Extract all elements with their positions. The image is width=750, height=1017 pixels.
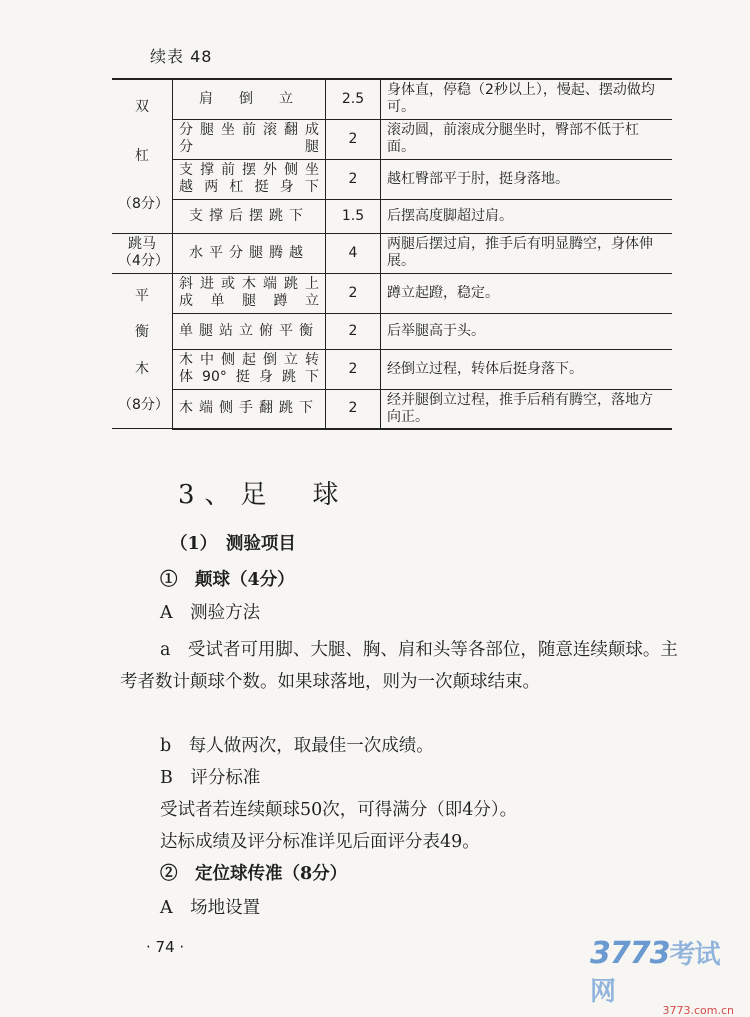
group-label: [112, 233, 173, 273]
item-requirement: 后举腿高于头。: [381, 313, 673, 349]
item-name-line: 斜进或木端跳上: [179, 276, 319, 292]
group-label-line: 双: [135, 99, 149, 116]
item-name-line: 单腿站立俯平衡: [179, 322, 319, 339]
group-label-line: （8分）: [118, 196, 169, 213]
item-name-line: 木端侧手翻跳下: [179, 400, 319, 416]
item-name-line: 水平分腿腾越: [189, 244, 309, 261]
scoring-heading: B 评分标准: [160, 768, 261, 788]
test-item-heading: ① 颠球（4分）: [160, 570, 295, 590]
item-name-line: 体90°挺身跳下: [179, 369, 319, 385]
group-label: [112, 79, 173, 233]
table-row: [112, 273, 672, 313]
table-row: [112, 233, 672, 273]
item-name-line: 支撑前摆外侧坐: [179, 162, 319, 178]
watermark-logo: [590, 934, 740, 1017]
item-name: [173, 313, 326, 349]
item-name-line: 越两杠挺身下: [179, 179, 319, 195]
item-name-line: 木中侧起倒立转: [179, 352, 319, 368]
group-label-line: 平: [135, 287, 149, 304]
field-setup-heading: A 场地设置: [160, 898, 261, 918]
method-paragraph-b: b 每人做两次，取最佳一次成绩。: [160, 736, 434, 756]
gymnastics-table: [112, 78, 672, 430]
item-name: [173, 119, 326, 159]
item-name-line: 成单腿蹲立: [179, 293, 319, 309]
item-name-line: 分 腿: [179, 139, 319, 155]
item-name-line: 分腿坐前滚翻成: [179, 122, 319, 138]
method-paragraph-a: a 受试者可用脚、大腿、胸、肩和头等各部位，随意连续颠球。主考者数计颠球个数。如果球落地，则为一次颠球结束。: [120, 640, 678, 692]
item-score: 2: [326, 313, 381, 349]
continued-table-label: 续表 48: [150, 47, 213, 66]
item-score: 2: [326, 119, 381, 159]
subsection-heading: （1） 测验项目: [170, 534, 296, 554]
watermark-url: 3773.com.cn: [662, 1004, 734, 1017]
item-score: 2: [326, 159, 381, 199]
group-label-line: 衡: [135, 324, 149, 340]
group-label: [112, 273, 173, 429]
table-row: [112, 159, 672, 199]
table-row: [112, 119, 672, 159]
item-requirement: 身体直，停稳（2秒以上），慢起、摆动做均可。: [381, 79, 673, 119]
group-label-line: 杠: [135, 147, 149, 164]
table-row: [112, 313, 672, 349]
method-heading: A 测验方法: [160, 603, 261, 623]
item-name-line: 支撑后摆跳下: [189, 207, 309, 224]
section-title: 3、足 球: [178, 480, 349, 510]
watermark-main-cn: 考试网: [590, 940, 720, 1007]
item-requirement: 经倒立过程，转体后挺身落下。: [381, 349, 673, 389]
item-name: [173, 199, 326, 233]
item-name: [173, 273, 326, 313]
table-row: [112, 199, 672, 233]
item-score: 2: [326, 389, 381, 429]
scoring-line-2: 达标成绩及评分标准详见后面评分表49。: [160, 832, 480, 852]
group-label-line: （4分）: [118, 253, 169, 269]
group-label-line: 木: [135, 360, 149, 377]
item-score: 2.5: [326, 79, 381, 119]
watermark-main: 3773: [590, 936, 670, 971]
group-label-line: 跳马: [128, 236, 156, 252]
table-row: [112, 79, 672, 119]
item-score: 2: [326, 273, 381, 313]
item-requirement: 两腿后摆过肩，推手后有明显腾空，身体伸展。: [381, 233, 673, 273]
table-row: [112, 389, 672, 429]
item-requirement: 蹲立起蹬，稳定。: [381, 273, 673, 313]
item-score: 4: [326, 233, 381, 273]
item-requirement: 越杠臀部平于肘，挺身落地。: [381, 159, 673, 199]
item-name: [173, 389, 326, 429]
item-requirement: 滚动圆，前滚成分腿坐时，臀部不低于杠面。: [381, 119, 673, 159]
item-name: [173, 349, 326, 389]
item-score: 1.5: [326, 199, 381, 233]
page-number: · 74 ·: [146, 938, 185, 956]
item-score: 2: [326, 349, 381, 389]
group-label-line: （8分）: [118, 397, 169, 413]
item-name: [173, 159, 326, 199]
item-requirement: 后摆高度脚超过肩。: [381, 199, 673, 233]
item-name: [173, 79, 326, 119]
item-name-line: 肩 倒 立: [199, 90, 299, 107]
table-row: [112, 349, 672, 389]
item-name: [173, 233, 326, 273]
test-item-2-heading: ② 定位球传准（8分）: [160, 864, 348, 884]
item-requirement: 经并腿倒立过程，推手后稍有腾空，落地方向正。: [381, 389, 673, 429]
scoring-line-1: 受试者若连续颠球50次，可得满分（即4分）。: [160, 800, 518, 820]
